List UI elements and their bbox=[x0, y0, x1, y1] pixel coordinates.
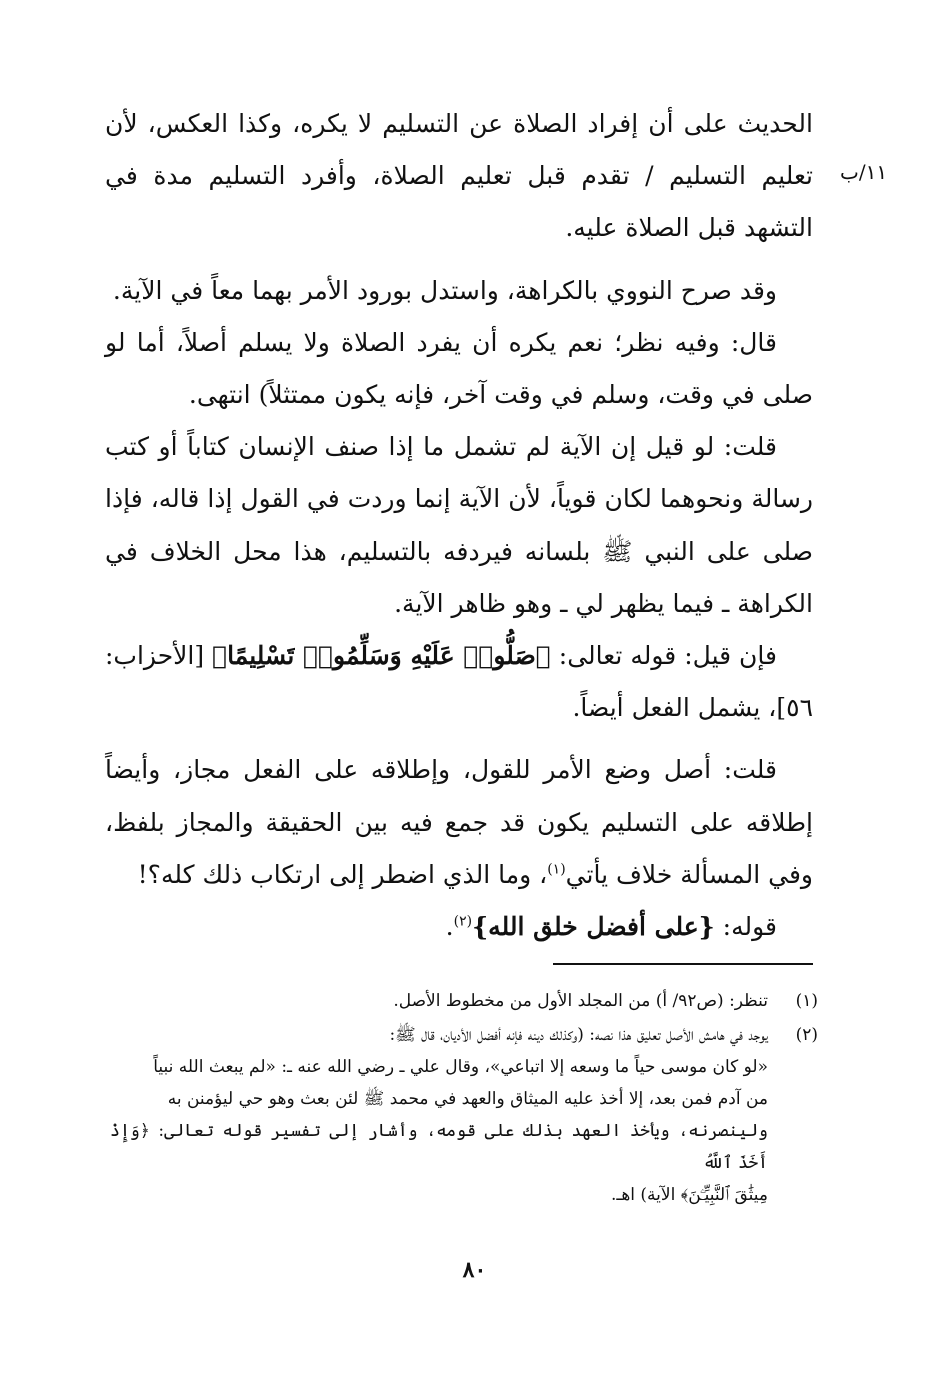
footnote-line: تنظر: (ص٩٢/ أ) من المجلد الأول من مخطوط الأصل. bbox=[393, 991, 768, 1011]
paragraph-7 bbox=[105, 901, 813, 953]
footnote-text bbox=[110, 1019, 768, 1211]
paragraph-4: قلت: لو قيل إن الآية لم تشمل ما إذا صنف الإنسان كتاباً أو كتب رسالة ونحوهما لكان قوياً، لأن الآية إنما وردت في القول إذا قاله، فإذا صلى على النبي ﷺ بلسانه فيردفه بالتسليم، هذا محل الخلاف في الكراهة ـ فيما يظهر لي ـ وهو ظاهر الآية. bbox=[105, 432, 813, 618]
footnote-text bbox=[110, 985, 768, 1017]
footnote-number: (١) bbox=[795, 991, 818, 1011]
footnote-ref-1: (١) bbox=[547, 861, 566, 878]
footnotes bbox=[110, 985, 818, 1213]
paragraph-6-lead: قلت: أصل وضع الأمر للقول، وإطلاقه على الفعل مجاز، وأيضاً إطلاقه على التسليم يكون قد جمع فيه بين الحقيقة والمجاز بلفظ، وفي المسألة خلاف يأتي bbox=[105, 755, 813, 889]
paragraph-5 bbox=[105, 630, 813, 734]
footnote-ref-2: (٢) bbox=[453, 913, 473, 930]
footnote-line: ولينصرنه، ويأخذ العهد بذلك على قومه، وأشار إلى تفسير قوله تعالى: ﴿وَإِذْ أَخَذَ ٱللَّهُ bbox=[110, 1121, 768, 1173]
paragraph-1: الحديث على أن إفراد الصلاة عن التسليم لا يكره، وكذا العكس، لأن تعليم التسليم / تقدم قبل تعليم الصلاة، وأفرد التسليم مدة في التشهد قبل الصلاة عليه. bbox=[105, 109, 813, 243]
footnote-line: «لو كان موسى حياً ما وسعه إلا اتباعي»، وقال علي ـ رضي الله عنه ـ: «لم يبعث الله نبياً bbox=[153, 1057, 768, 1077]
footnote-2 bbox=[110, 1019, 818, 1211]
manuscript-folio-marker: ١١/ب bbox=[840, 160, 888, 184]
paragraph-3: قال: وفيه نظر؛ نعم يكره أن يفرد الصلاة ولا يسلم أصلاً، أما لو صلى في وقت، وسلم في وقت آخر، فإنه يكون ممتثلاً) انتهى. bbox=[105, 327, 813, 410]
footnote-line: من آدم فمن بعد، إلا أخذ عليه الميثاق والعهد في محمد ﷺ لئن بعث وهو حي ليؤمنن به bbox=[167, 1089, 768, 1109]
footnote-line: يوجد في هامش الأصل تعليق هذا نصه: (وكذلك دينه فإنه أفضل الأديان، قال ﷺ: bbox=[389, 1025, 768, 1045]
footnote-line: مِيثَٰقَ ٱلنَّبِيِّـۧنَ﴾ الآية) اهـ. bbox=[610, 1185, 768, 1205]
quoted-phrase: {على أفضل خلق الله} bbox=[472, 912, 715, 942]
paragraph-5-lead: فإن قيل: قوله تعالى: bbox=[550, 641, 777, 671]
paragraph-7-tail: . bbox=[445, 912, 454, 942]
quran-verse: ﴿صَلُّوا۟ عَلَيْهِ وَسَلِّمُوا۟ تَسْلِيمًا﴾ bbox=[212, 641, 551, 671]
main-text bbox=[105, 98, 813, 953]
paragraph-2: وقد صرح النووي بالكراهة، واستدل بورود الأمر بهما معاً في الآية. bbox=[112, 275, 777, 305]
paragraph-6 bbox=[105, 744, 813, 901]
paragraph-6-tail: ، وما الذي اضطر إلى ارتكاب ذلك كله؟! bbox=[137, 859, 548, 889]
paragraph-5-tail: [الأحزاب: ٥٦]، يشمل الفعل أيضاً. bbox=[105, 641, 813, 723]
paragraph-7-lead: قوله: bbox=[714, 912, 777, 942]
page-number: ٨٠ bbox=[462, 1257, 487, 1283]
footnote-number: (٢) bbox=[795, 1025, 818, 1045]
footnote-1 bbox=[110, 985, 818, 1017]
footnote-separator bbox=[553, 963, 813, 965]
